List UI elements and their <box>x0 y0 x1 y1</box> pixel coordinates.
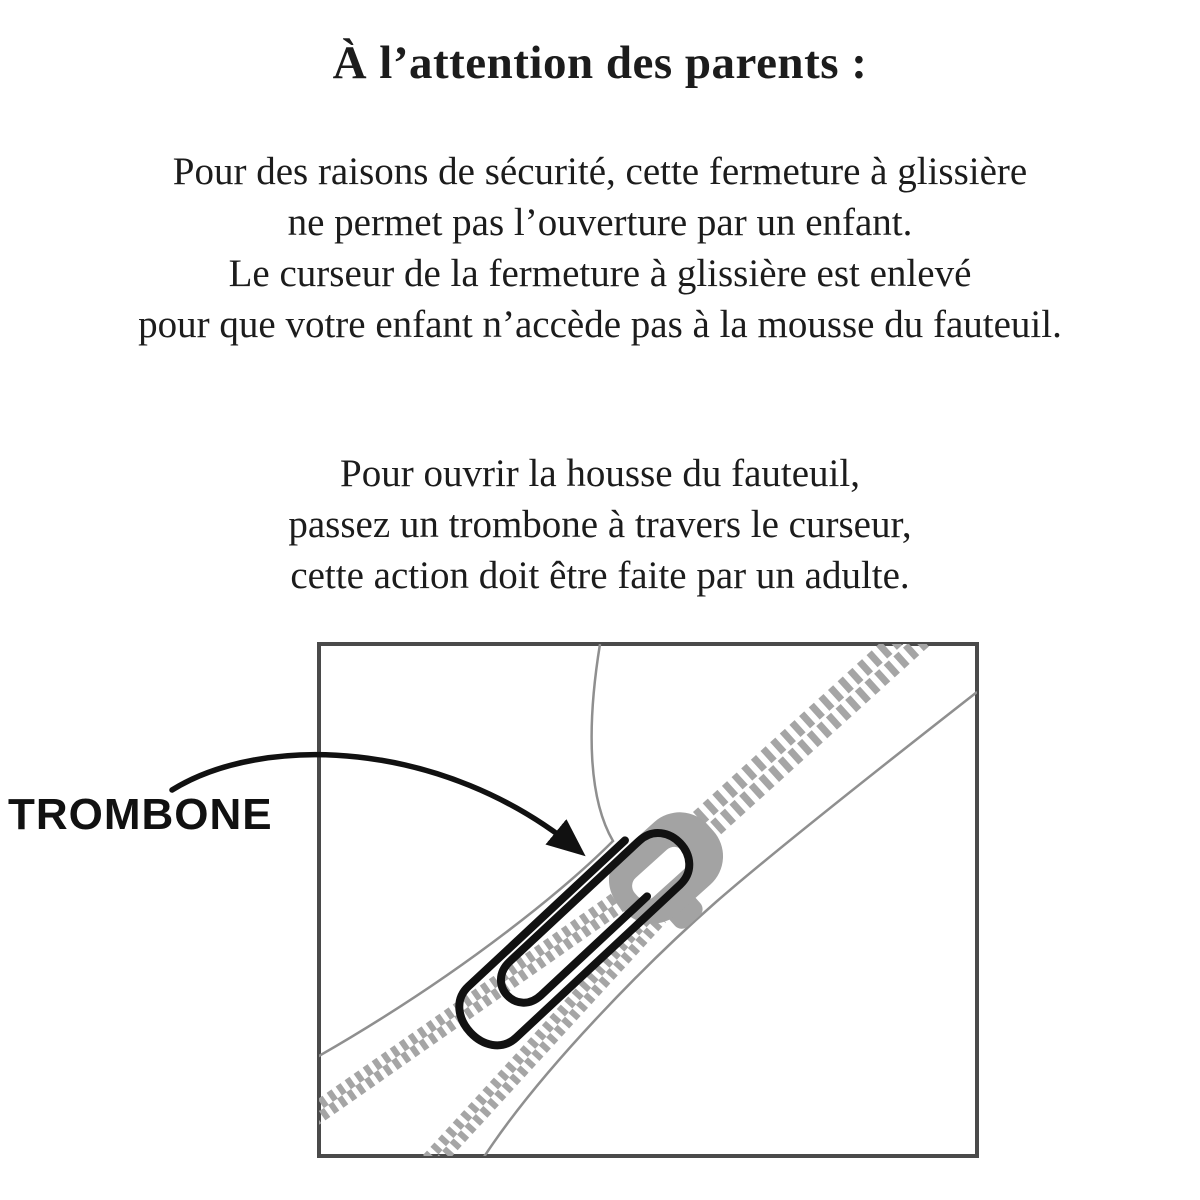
instruction-paragraph <box>0 448 1200 601</box>
intro-line-3: Le curseur de la fermeture à glissière est enlevé <box>228 252 972 295</box>
instruction-line-3: cette action doit être faite par un adulte. <box>290 554 910 597</box>
intro-paragraph <box>0 146 1200 350</box>
zipper-paperclip-diagram <box>0 620 1200 1200</box>
intro-line-4: pour que votre enfant n’accède pas à la mousse du fauteuil. <box>138 303 1062 346</box>
trombone-label: TROMBONE <box>8 790 273 839</box>
intro-line-2: ne permet pas l’ouverture par un enfant. <box>287 201 913 244</box>
instruction-line-2: passez un trombone à travers le curseur, <box>288 503 912 546</box>
intro-line-1: Pour des raisons de sécurité, cette fermeture à glissière <box>172 150 1028 193</box>
page-title: À l’attention des parents : <box>332 37 868 89</box>
zipper-illustration-figure <box>0 620 1200 1200</box>
instruction-line-1: Pour ouvrir la housse du fauteuil, <box>340 452 860 495</box>
